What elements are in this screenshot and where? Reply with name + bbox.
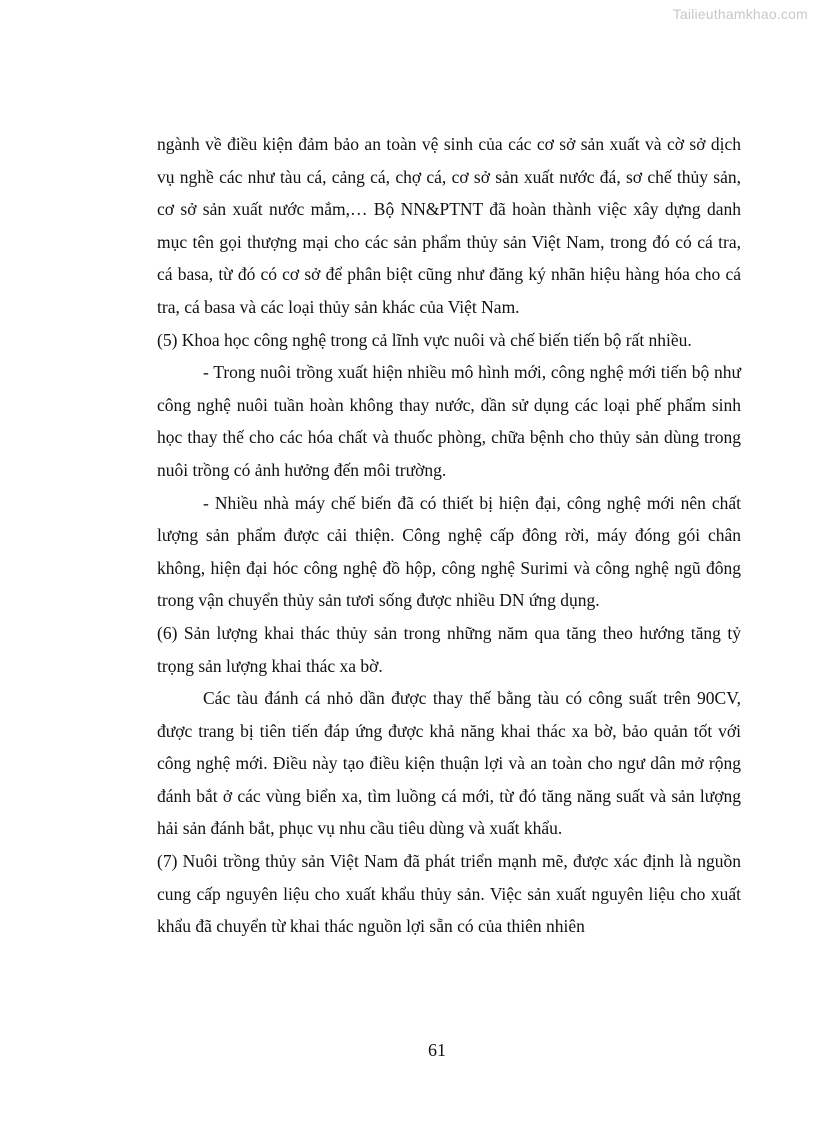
paragraph-processing-tech: - Nhiều nhà máy chế biến đã có thiết bị hiện đại, công nghệ mới nên chất lượng sản phẩm được cải thiện. Công nghệ cấp đông rời, máy đóng gói chân không, hiện đại hóc công nghệ đồ hộp, công nghệ Surimi và công nghệ ngũ đông trong vận chuyển thủy sản tươi sống được nhiều DN ứng dụng. <box>157 492 741 611</box>
paragraph-item-7: (7) Nuôi trồng thủy sản Việt Nam đã phát triển mạnh mẽ, được xác định là nguồn cung cấp nguyên liệu cho xuất khẩu thủy sản. Việc sản xuất nguyên liệu cho xuất khẩu đã chuyển từ khai thác nguồn lợi sẵn có của thiên nhiên <box>157 851 741 937</box>
paragraph-item-6: (6) Sản lượng khai thác thủy sản trong những năm qua tăng theo hướng tăng tỷ trọng sản lượng khai thác xa bờ. <box>157 622 741 676</box>
paragraph-item-5: (5) Khoa học công nghệ trong cả lĩnh vực nuôi và chế biến tiến bộ rất nhiều. <box>157 329 692 350</box>
paragraph-aquaculture-tech: - Trong nuôi trồng xuất hiện nhiều mô hình mới, công nghệ mới tiến bộ như công nghệ nuôi tuần hoàn không thay nước, dần sử dụng các loại phế phẩm sinh học thay thế cho các hóa chất và thuốc phòng, chữa bệnh cho thủy sản dùng trong nuôi trồng có ảnh hưởng đến môi trường. <box>157 362 741 480</box>
paragraph-fishing-boats: Các tàu đánh cá nhỏ dần được thay thế bằng tàu có công suất trên 90CV, được trang bị tiên tiến đáp ứng được khả năng khai thác xa bờ, bảo quản tốt với công nghệ mới. Điều này tạo điều kiện thuận lợi và an toàn cho ngư dân mở rộng đánh bắt ở các vùng biển xa, tìm luồng cá mới, từ đó tăng năng suất và sản lượng hải sản đánh bắt, phục vụ nhu cầu tiêu dùng và xuất khẩu. <box>157 688 741 839</box>
paragraph-continuation: ngành về điều kiện đảm bảo an toàn vệ sinh của các cơ sở sản xuất và cờ sở dịch vụ nghề các như tàu cá, cảng cá, chợ cá, cơ sở sản xuất nước đá, sơ chế thủy sản, cơ sở sản xuất nước mắm,… Bộ NN&PTNT đã hoàn thành việc xây dựng danh mục tên gọi thượng mại cho các sản phẩm thủy sản Việt Nam, trong đó có cá tra, cá basa, từ đó có cơ sở để phân biệt cũng như đăng ký nhãn hiệu hàng hóa cho cá tra, cá basa và các loại thủy sản khác của Việt Nam. <box>157 134 741 317</box>
page-number: 61 <box>428 1040 446 1060</box>
document-body <box>157 128 741 943</box>
watermark: Tailieuthamkhao.com <box>672 6 808 22</box>
